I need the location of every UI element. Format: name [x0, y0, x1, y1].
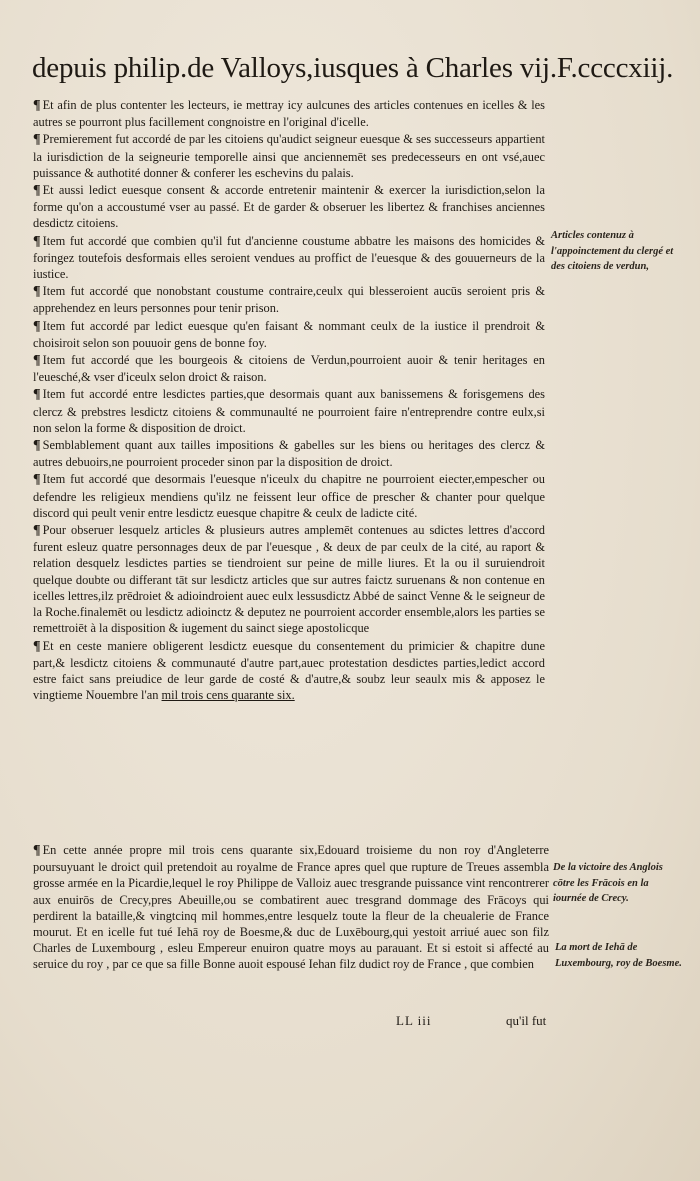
pilcrow-icon: ¶: [33, 233, 41, 249]
catchword: qu'il fut: [506, 1013, 547, 1028]
paragraph: ¶ Et en ceste maniere obligerent lesdictz euesque du consentement du primicier & chapitre dune part,& lesdictz citoiens & communauté d'autre part,auec protestation desdictes parties,ledict accord estre faict sans preiudice de leur garde de costé & d'autre,& soubz leur seaulx mis & apposez le vingtieme Nouembre l'an mil trois cens quarante six.: [33, 638, 545, 703]
second-section: [33, 842, 549, 973]
margin-note: De la victoire des Anglois cōtre les Frācois en la iournée de Crecy.: [553, 862, 663, 904]
paragraph: ¶ Item fut accordé que combien qu'il fut d'ancienne coustume abbatre les maisons des homicides & foringez toutefois desformais elles seroient vendues au proffict de l'euesque & des gouuerneurs de la iustice.: [33, 233, 545, 282]
pilcrow-icon: ¶: [33, 353, 41, 369]
paragraph: ¶ Et afin de plus contenter les lecteurs, ie mettray icy aulcunes des articles contenues en icelles & les autres se pourront plus facillement congnoistre en l'original d'icelle.: [33, 98, 545, 130]
pilcrow-icon: ¶: [33, 132, 41, 148]
pilcrow-icon: ¶: [33, 318, 41, 334]
pilcrow-icon: ¶: [33, 284, 41, 300]
paragraph: ¶ Item fut accordé par ledict euesque qu'en faisant & nommant ceulx de la iustice il prendroit & choisiroit selon son pouuoir gens de bonne foy.: [33, 318, 545, 350]
pilcrow-icon: ¶: [33, 843, 41, 858]
dated-closing: mil trois cens quarante six.: [161, 688, 295, 703]
running-head: depuis philip.de Valloys,iusques à Charles vij.F.ccccxiij.: [32, 52, 674, 84]
pilcrow-icon: ¶: [33, 472, 41, 488]
pilcrow-icon: ¶: [33, 387, 41, 403]
pilcrow-icon: ¶: [33, 523, 41, 539]
pilcrow-icon: ¶: [33, 438, 41, 454]
paragraph: ¶ Item fut accordé que nonobstant coustume contraire,ceulx qui blesseroient aucūs seroient pris & apprehendez en leurs personnes pour tenir prison.: [33, 284, 545, 316]
main-text-block: [33, 97, 545, 703]
pilcrow-icon: ¶: [33, 183, 41, 199]
margin-note: Articles contenuz à l'appoinctement du clergé et des citoiens de verdun,: [551, 230, 674, 272]
paragraph: ¶ Premierement fut accordé de par les citoiens qu'audict seigneur euesque & ses successeurs appartient la iurisdiction de la seigneurie temporelle ainsi que anciennemēt ses predecesseurs en ont vsé,auec puissance & authotité donner & conferer les eschevins du palais.: [33, 132, 545, 180]
paragraph: ¶ Item fut accordé entre lesdictes parties,que desormais quant aux banissemens & forisgemens des clercz & prebstres lesdictz citoiens & communaulté ne pourroient faire n'entreprendre contre eulx,si non selon la forme & disposition de droict.: [33, 387, 545, 435]
signature-mark: LL iii: [396, 1013, 432, 1028]
paragraph: ¶ Semblablement quant aux tailles impositions & gabelles sur les biens ou heritages des clercz & autres debuoirs,ne pourroient proceder sinon par la disposition de droict.: [33, 438, 545, 470]
pilcrow-icon: ¶: [33, 638, 41, 654]
margin-note: La mort de Iehā de Luxembourg, roy de Boesme.: [555, 942, 682, 969]
pilcrow-icon: ¶: [33, 98, 41, 113]
paragraph: ¶ Pour obseruer lesquelz articles & plusieurs autres amplemēt contenues au sdictes lettres d'accord furent esleuz quatre personnages deux de par l'euesque , & deux de par ceulx de la cité, au raport & relation desquelz lesdictes parties se tiendroient sur peine de mille liures. Et la ou il suruiendroit quelque doubte ou differant tāt sur lesdictz articles que sur autres faictz suruenans & non contenue en icelles lettres,ilz prēdroiet & adioindroient auec eulx lessusdictz Abbé de sainct Venne & le seigneur de la Roche.finalemēt ou lesdictz adioinctz & deputez ne pourroient accorder ensemble,alors les parties se remettroiēt à la disposition & iugement du sainct siege apostolicque: [33, 523, 545, 636]
paragraph: ¶ Item fut accordé que les bourgeois & citoiens de Verdun,pourroient auoir & tenir heritages en l'euesché,& vser d'iceulx selon droict & raison.: [33, 353, 545, 385]
paragraph: ¶ Et aussi ledict euesque consent & accorde entretenir maintenir & exercer la iurisdiction,selon la forme qu'on a accoustumé vser au passé. Et de garder & obseruer les libertez & franchises anciennes desdictz citoiens.: [33, 183, 545, 231]
paragraph: ¶ Item fut accordé que desormais l'euesque n'iceulx du chapitre ne pourroient eiecter,empescher ou defendre les religieux mendiens qu'ilz ne feissent leur office de prescher & chanter pour quelque discord qui peult venir entre lesdictz euesque chapitre & ceulx de ladicte cité.: [33, 472, 545, 520]
paragraph: ¶ En cette année propre mil trois cens quarante six,Edouard troisieme du non roy d'Angleterre poursuyuant le droict quil pretendoit au royalme de France apres quel que rupture de Treues assembla grosse armée en la Picardie,lequel le roy Philippe de Valloiz auec tresgrande puissance vint rencontrerer aux enuirōs de Crecy,pres Abeuille,ou se combatirent auec tresgrand dommage des Frācoys qui perdirent la bataille,& vingtcinq mil hommes,entre lesquelz toute la fleur de la cheualerie de France mourut. Et en icelle fut tué Iehā roy de Boesme,& duc de Luxēbourg,qui yestoit arriué auec son filz Charles de Luxembourg , esleu Empereur enuiron quatre moys au parauant. Et si estoit si affecté au seruice du roy , par ce que sa fille Bonne auoit espousé Iehan filz dudict roy de France , que combien: [33, 843, 549, 972]
